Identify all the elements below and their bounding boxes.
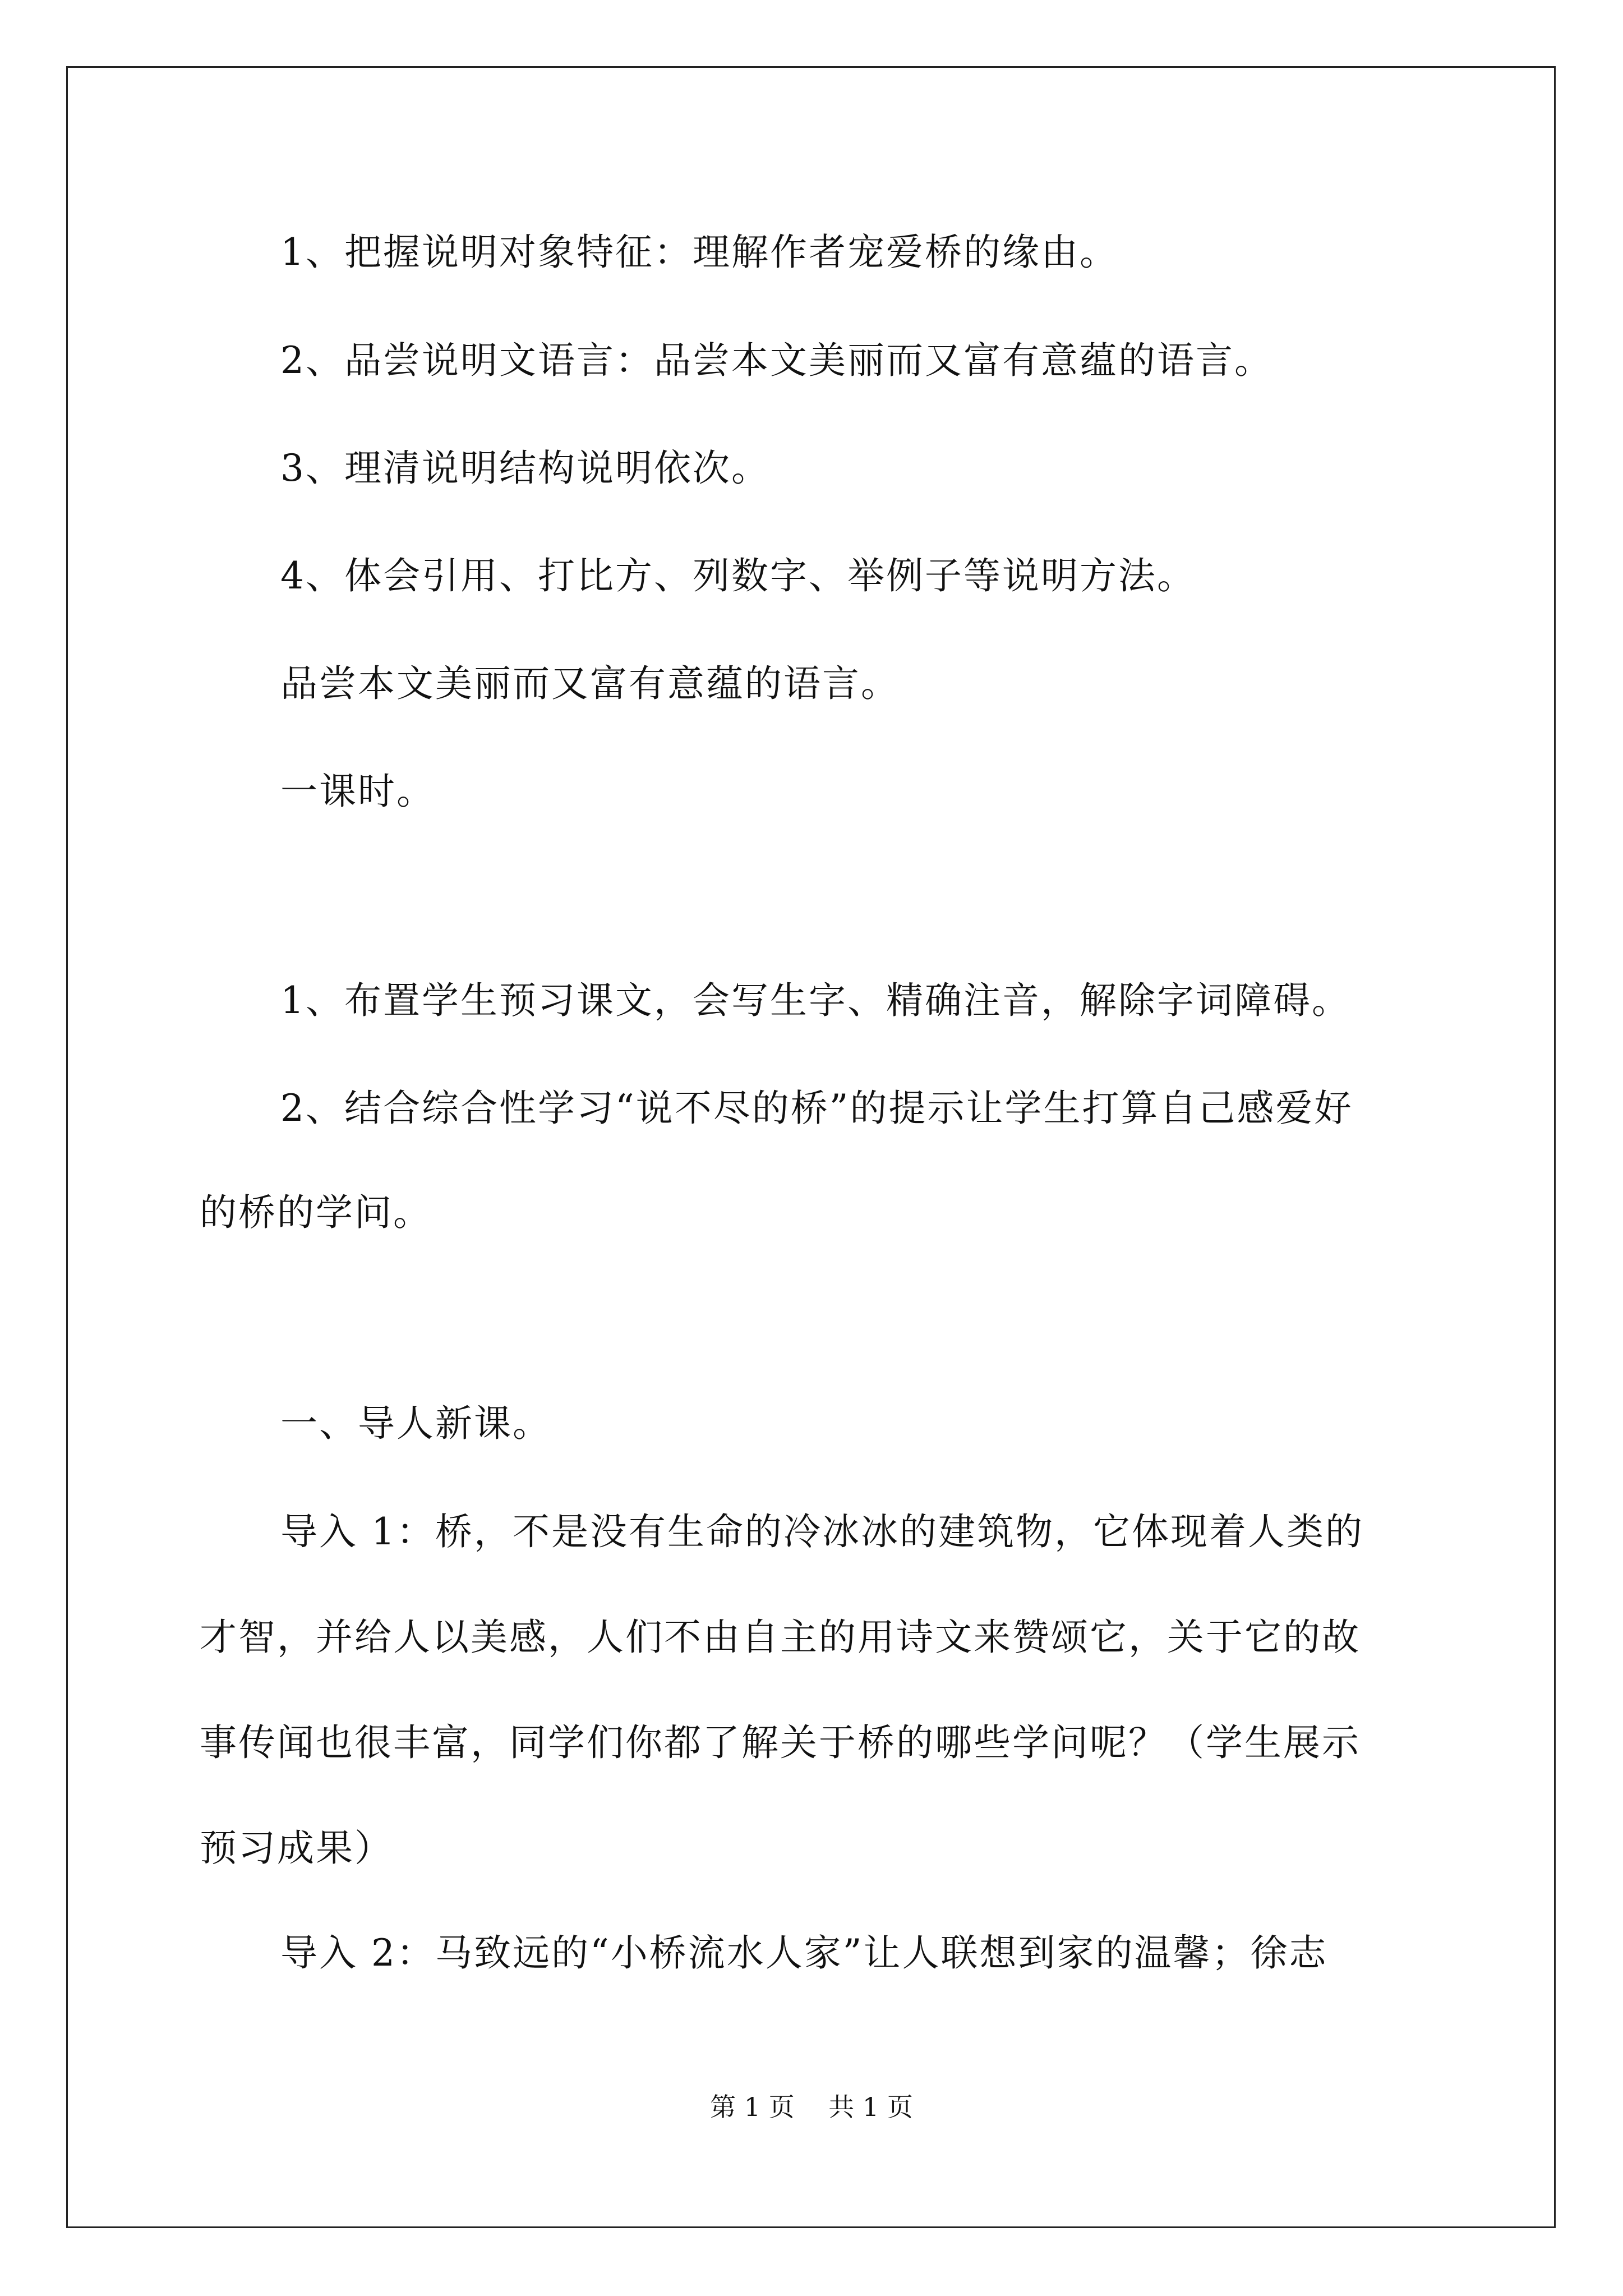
objective-1: 1、把握说明对象特征：理解作者宠爱桥的缘由。 (280, 231, 1118, 274)
intro-1-line-3: 事传闻也很丰富，同学们你都了解关于桥的哪些学问呢？（学生展示 (200, 1721, 1361, 1764)
key-point: 品尝本文美丽而又富有意蕴的语言。 (280, 662, 900, 705)
prep-2-line-1: 2、结合综合性学习“说不尽的桥”的提示让学生打算自己感爱好 (280, 1087, 1353, 1130)
class-hours: 一课时。 (280, 770, 435, 813)
objective-3: 3、理清说明结构说明依次。 (280, 447, 770, 490)
prep-2-line-2: 的桥的学问。 (200, 1191, 432, 1234)
page-footer: 第 1 页 共 1 页 (710, 2092, 913, 2122)
intro-1-line-2: 才智，并给人以美感，人们不由自主的用诗文来赞颂它，关于它的故 (200, 1616, 1361, 1659)
objective-4: 4、体会引用、打比方、列数字、举例子等说明方法。 (280, 554, 1196, 597)
page-border (66, 66, 1556, 2228)
prep-1: 1、布置学生预习课文，会写生字、精确注音，解除字词障碍。 (280, 979, 1350, 1022)
intro-2-line-1: 导入 2：马致远的“小桥流水人家”让人联想到家的温馨；徐志 (280, 1931, 1328, 1975)
section-heading: 一、导人新课。 (280, 1402, 551, 1445)
objective-2: 2、品尝说明文语言：品尝本文美丽而又富有意蕴的语言。 (280, 339, 1273, 382)
intro-1-line-4: 预习成果） (200, 1826, 393, 1870)
intro-1-line-1: 导入 1：桥，不是没有生命的冷冰冰的建筑物，它体现着人类的 (280, 1510, 1364, 1553)
